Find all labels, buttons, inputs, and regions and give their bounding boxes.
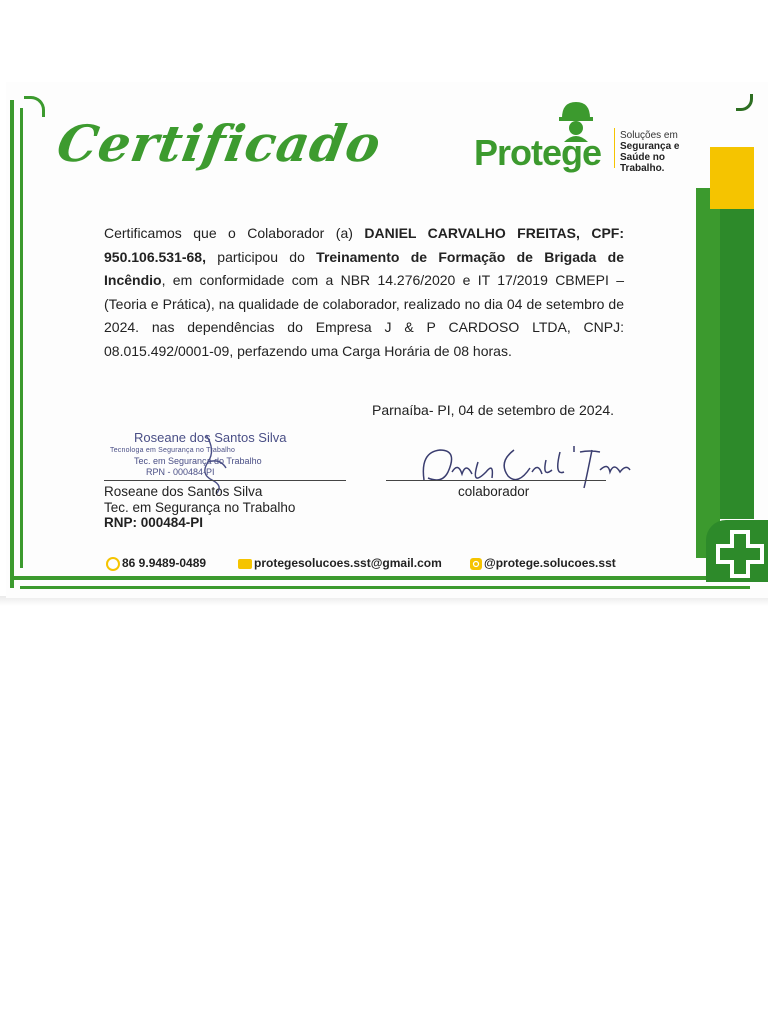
certificate-title <box>54 110 384 180</box>
frame-left-bar <box>10 100 14 588</box>
stamp-name: Roseane dos Santos Silva <box>134 430 287 445</box>
place-date: Parnaíba- PI, 04 de setembro de 2024. <box>372 402 615 418</box>
frame-left-inner-bar <box>20 108 23 568</box>
tagline-line-3: Saúde no <box>620 152 666 163</box>
signature-line-left <box>104 480 346 481</box>
tagline-line-1: Soluções em <box>620 130 678 141</box>
certificate-sheet <box>6 82 768 598</box>
title-text: Certificado <box>52 114 386 173</box>
whatsapp-icon <box>106 557 120 571</box>
frame-bottom-bar <box>10 576 750 580</box>
signatory-left-role: Tec. em Segurança no Trabalho <box>104 499 296 515</box>
logo-brand: Protege <box>474 132 602 173</box>
decor-bar-green-light <box>696 188 720 558</box>
tagline-line-4: Trabalho. <box>620 163 665 174</box>
stamp-line-3: Tec. em Segurança do Trabalho <box>134 456 262 466</box>
email-icon <box>238 559 252 569</box>
signatory-left-name: Roseane dos Santos Silva <box>104 484 263 499</box>
body-details: , em conformidade com a NBR 14.276/2020 e IT 17/2019 CBMEPI – (Teoria e Prática), na qualidade de colaborador, realizado no dia 04 de setembro de 2024. nas dependências do Empresa J & P CARDOSO LTDA, CNPJ: 08.015.492/0001-09, perfazendo uma Carga Horária de 08 horas. <box>104 272 624 359</box>
signature-line-right <box>386 480 606 481</box>
logo-tagline <box>620 130 690 174</box>
stamp-line-4: RPN - 000484-PI <box>146 467 215 477</box>
contact-email <box>238 556 442 570</box>
protege-logo <box>468 96 688 182</box>
signatory-left <box>104 484 295 531</box>
health-cross-icon <box>706 520 768 582</box>
contact-instagram <box>470 556 616 570</box>
instagram-icon <box>470 558 482 570</box>
certificate-body <box>104 222 624 363</box>
stamp-line-2: Tecnologa em Segurança no Trabalho <box>110 447 236 454</box>
phone-text: 86 9.9489-0489 <box>122 556 207 570</box>
email-text: protegesolucoes.sst@gmail.com <box>254 556 442 570</box>
contact-phone <box>106 556 206 571</box>
frame-bottom-inner-bar <box>20 586 750 589</box>
decor-bar-green-dark <box>720 209 754 519</box>
frame-corner-top-right <box>736 94 753 111</box>
tagline-line-2: Segurança e <box>620 141 680 152</box>
body-intro: Certificamos que o Colaborador (a) <box>104 225 365 241</box>
participant-name: DANIEL CARVALHO FREITAS, CPF: 950.106.531-68, <box>104 225 625 265</box>
instagram-text: @protege.solucoes.sst <box>484 556 616 570</box>
signature-right <box>414 432 644 492</box>
logo-divider <box>614 128 615 168</box>
contact-footer <box>104 556 624 574</box>
decor-bar-yellow <box>710 147 754 209</box>
signatory-left-rnp: RNP: 000484-PI <box>104 515 204 530</box>
course-name: Treinamento de Formação de Brigada de Incêndio <box>104 248 624 288</box>
signatory-right-role: colaborador <box>458 484 530 499</box>
body-mid: participou do <box>205 248 317 265</box>
frame-corner-top-left <box>24 96 45 117</box>
